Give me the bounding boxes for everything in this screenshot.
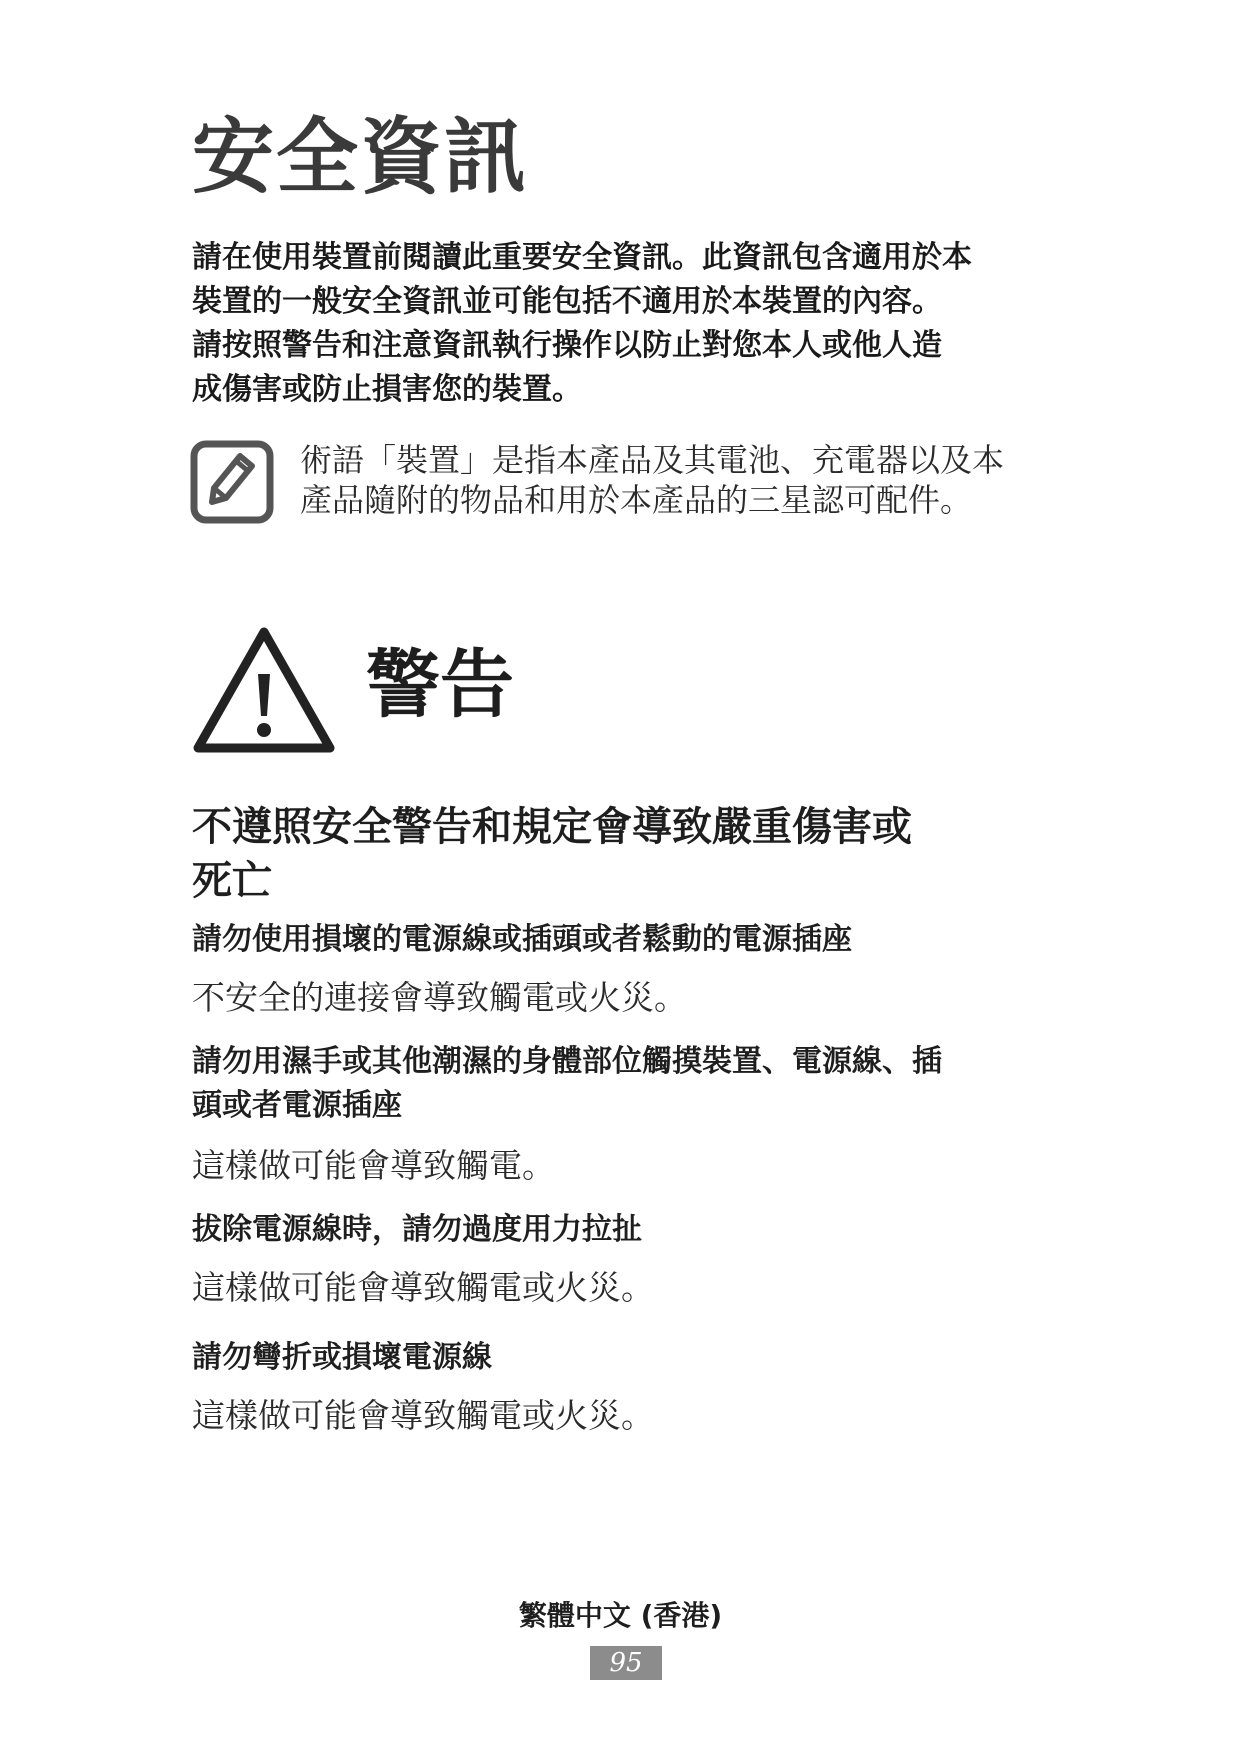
safety-item-title (192, 918, 1092, 962)
section-heading-line: 死亡 (192, 858, 272, 904)
intro-line: 成傷害或防止損害您的裝置。 (192, 372, 582, 407)
safety-item-body: 不安全的連接會導致觸電或火災。 (192, 978, 687, 1017)
safety-item-title-line: 請勿使用損壞的電源線或插頭或者鬆動的電源插座 (192, 922, 852, 957)
page-title: 安全資訊 (192, 110, 529, 205)
safety-item-title (192, 1336, 1092, 1380)
safety-item-body: 這樣做可能會導致觸電或火災。 (192, 1396, 654, 1435)
note-text (300, 440, 1080, 520)
warning-title: 警告 (366, 642, 514, 728)
safety-item-title (192, 1040, 1092, 1128)
intro-line: 請按照警告和注意資訊執行操作以防止對您本人或他人造 (192, 328, 942, 363)
page-number: 95 (590, 1646, 662, 1680)
intro-line: 請在使用裝置前閱讀此重要安全資訊。此資訊包含適用於本 (192, 240, 972, 275)
intro-line: 裝置的一般安全資訊並可能包括不適用於本裝置的內容。 (192, 284, 942, 319)
safety-item-body: 這樣做可能會導致觸電或火災。 (192, 1268, 654, 1307)
safety-item-title-line: 頭或者電源插座 (192, 1088, 402, 1123)
safety-item-body: 這樣做可能會導致觸電。 (192, 1146, 555, 1185)
note-pencil-icon (190, 440, 274, 524)
section-heading-line: 不遵照安全警告和規定會導致嚴重傷害或 (192, 804, 912, 850)
safety-item-title-line: 請勿彎折或損壞電源線 (192, 1340, 492, 1375)
note-line: 產品隨附的物品和用於本產品的三星認可配件。 (300, 481, 973, 519)
safety-item-title-line: 拔除電源線時，請勿過度用力拉扯 (192, 1212, 642, 1247)
safety-item-title-line: 請勿用濕手或其他潮濕的身體部位觸摸裝置、電源線、插 (192, 1044, 942, 1079)
intro-paragraph (192, 236, 1092, 412)
warning-triangle-icon (190, 624, 338, 756)
section-heading (192, 800, 1092, 908)
footer-language: 繁體中文 (香港) (518, 1599, 723, 1632)
safety-item-title (192, 1208, 1092, 1252)
note-line: 術語「裝置」是指本產品及其電池、充電器以及本 (300, 441, 1005, 479)
